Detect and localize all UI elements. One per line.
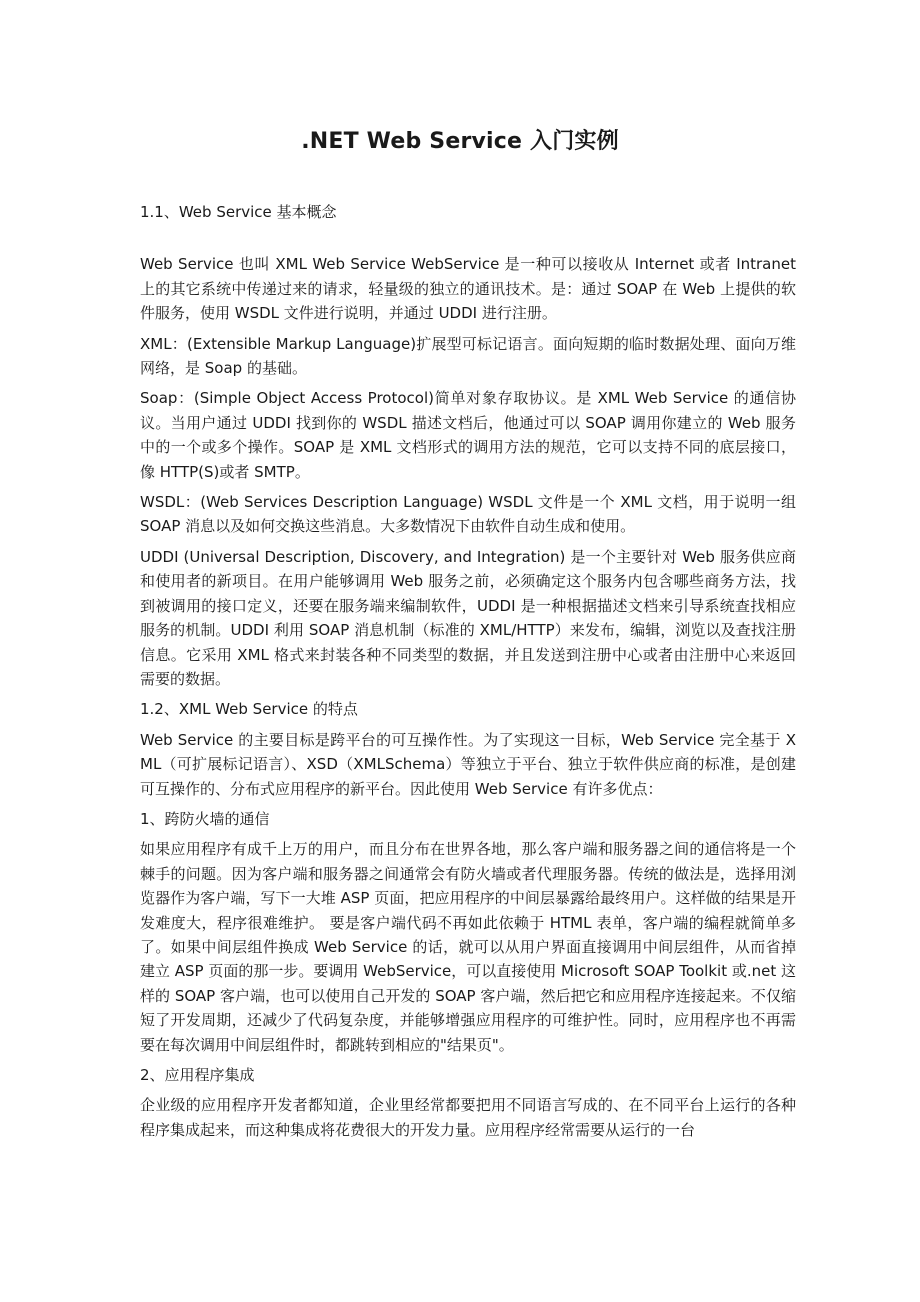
section-heading-firewall: 1、跨防火墙的通信 xyxy=(140,809,270,828)
paragraph-features-intro: Web Service 的主要目标是跨平台的可互操作性。为了实现这一目标，Web Service 完全基于 XML（可扩展标记语言）、XSD（XMLSchema）等独立于平台、独立于软件供应商的标准，是创建可互操作的、分布式应用程序的新平台。因此使用 Web Service 有许多优点： xyxy=(140,730,796,798)
paragraph-uddi: UDDI (Universal Description, Discovery, and Integration) 是一个主要针对 Web 服务供应商和使用者的新项目。在用户能够调用 Web 服务之前，必须确定这个服务内包含哪些商务方法，找到被调用的接口定义，还要在服务端来编制软件，UDDI 是一种根据描述文档来引导系统查找相应服务的机制。UDDI 利用 SOAP 消息机制（标准的 XML/HTTP）来发布，编辑，浏览以及查找注册信息。它采用 XML 格式来封装各种不同类型的数据，并且发送到注册中心或者由注册中心来返回需要的数据。 xyxy=(140,547,796,688)
document-title: .NET Web Service 入门实例 xyxy=(301,129,619,154)
paragraph-integration: 企业级的应用程序开发者都知道，企业里经常都要把用不同语言写成的、在不同平台上运行的各种程序集成起来，而这种集成将花费很大的开发力量。应用程序经常需要从运行的一台 xyxy=(140,1096,796,1139)
paragraph-firewall: 如果应用程序有成千上万的用户，而且分布在世界各地，那么客户端和服务器之间的通信将是一个棘手的问题。因为客户端和服务器之间通常会有防火墙或者代理服务器。传统的做法是，选择用浏览器作为客户端，写下一大堆 ASP 页面，把应用程序的中间层暴露给最终用户。这样做的结果是开发难度大，程序很难维护。 要是客户端代码不再如此依赖于 HTML 表单，客户端的编程就简单多了。如果中间层组件换成 Web Service 的话，就可以从用户界面直接调用中间层组件，从而省掉建立 ASP 页面的那一步。要调用 WebService，可以直接使用 Microsoft SOAP Toolkit 或.net 这样的 SOAP 客户端，也可以使用自己开发的 SOAP 客户端，然后把它和应用程序连接起来。不仅缩短了开发周期，还减少了代码复杂度，并能够增强应用程序的可维护性。同时，应用程序也不再需要在每次调用中间层组件时，都跳转到相应的"结果页"。 xyxy=(140,840,797,1054)
section-heading-integration: 2、应用程序集成 xyxy=(140,1066,255,1084)
paragraph-xml: XML：(Extensible Markup Language)扩展型可标记语言。面向短期的临时数据处理、面向万维网络，是 Soap 的基础。 xyxy=(140,334,796,378)
paragraph-soap: Soap：(Simple Object Access Protocol)简单对象存取协议。是 XML Web Service 的通信协议。当用户通过 UDDI 找到你的 WSDL 描述文档后，他通过可以 SOAP 调用你建立的 Web 服务中的一个或多个操作。SOAP 是 XML 文档形式的调用方法的规范，它可以支持不同的底层接口，像 HTTP(S)或者 SMTP。 xyxy=(140,389,796,481)
paragraph-web-service-definition: Web Service 也叫 XML Web Service WebService 是一种可以接收从 Internet 或者 Intranet 上的其它系统中传递过来的请求，轻量级的独立的通讯技术。是：通过 SOAP 在 Web 上提供的软件服务，使用 WSDL 文件进行说明，并通过 UDDI 进行注册。 xyxy=(140,255,796,323)
document-body xyxy=(140,200,796,1148)
section-heading-basic-concepts: 1.1、Web Service 基本概念 xyxy=(140,203,337,221)
paragraph-wsdl: WSDL：(Web Services Description Language) WSDL 文件是一个 XML 文档，用于说明一组 SOAP 消息以及如何交换这些消息。大多数情况下由软件自动生成和使用。 xyxy=(140,493,796,536)
section-heading-features: 1.2、XML Web Service 的特点 xyxy=(140,700,358,719)
